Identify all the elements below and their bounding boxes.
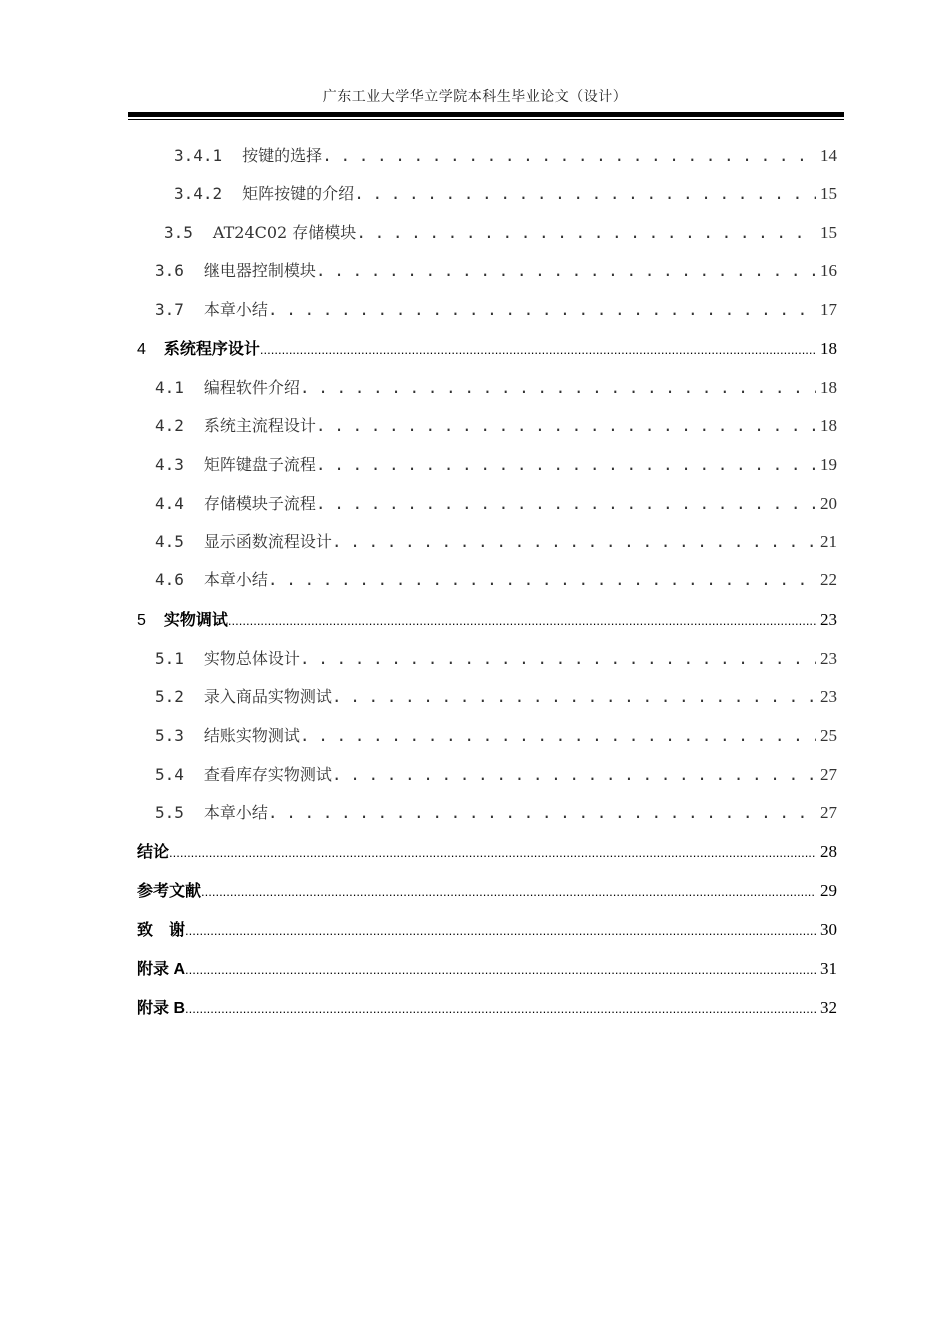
toc-entry-title: 参考文献 — [137, 883, 202, 900]
toc-entry-page: 18 — [820, 339, 837, 358]
toc-entry-number: 3.7 — [155, 300, 184, 319]
toc-entry[interactable] — [155, 684, 837, 708]
toc-entry-number: 5.2 — [155, 687, 184, 706]
toc-entry[interactable] — [155, 646, 837, 670]
toc-leader-dots — [356, 223, 816, 242]
toc-entry-number: 5.4 — [155, 765, 184, 784]
toc-entry-number: 3.5 — [164, 223, 193, 242]
toc-entry-title: 继电器控制模块 — [203, 261, 316, 280]
toc-leader-dots — [316, 455, 816, 474]
toc-entry[interactable] — [137, 336, 837, 360]
toc-leader-dots — [316, 416, 816, 435]
toc-entry-page: 18 — [820, 416, 837, 435]
toc-entry-title: 致 谢 — [137, 922, 186, 939]
toc-entry-page: 17 — [820, 300, 837, 319]
toc-entry[interactable] — [155, 723, 837, 747]
toc-entry[interactable] — [155, 413, 837, 437]
toc-leader-dots — [316, 494, 816, 513]
toc-leader-dots — [185, 1000, 816, 1018]
toc-entry-title: 录入商品实物测试 — [203, 687, 332, 706]
toc-entry[interactable] — [137, 917, 837, 941]
toc-entry-page: 23 — [820, 687, 837, 706]
toc-entry[interactable] — [155, 567, 837, 591]
toc-entry-number: 5 — [137, 612, 146, 629]
toc-entry-number: 5.1 — [155, 649, 184, 668]
toc-entry[interactable] — [155, 375, 837, 399]
toc-entry[interactable] — [155, 800, 837, 824]
toc-leader-dots — [332, 765, 816, 784]
toc-leader-dots — [268, 803, 816, 822]
toc-entry-title: 系统主流程设计 — [203, 416, 316, 435]
toc-entry[interactable] — [155, 491, 837, 515]
toc-leader-dots — [169, 844, 816, 862]
toc-entry-number: 4 — [137, 341, 146, 358]
toc-entry-title: 实物总体设计 — [203, 649, 300, 668]
toc-entry-page: 20 — [820, 494, 837, 513]
toc-entry-title: 矩阵键盘子流程 — [203, 455, 316, 474]
toc-entry-page: 18 — [820, 378, 837, 397]
toc-entry[interactable] — [174, 143, 837, 167]
toc-entry-page: 16 — [820, 261, 837, 280]
toc-entry[interactable] — [137, 878, 837, 902]
toc-entry[interactable] — [137, 956, 837, 980]
toc-entry-title: 按键的选择 — [242, 146, 323, 165]
toc-entry-title: 附录 B — [137, 1000, 186, 1017]
toc-leader-dots — [322, 146, 816, 165]
toc-entry-page: 31 — [820, 959, 837, 978]
toc-entry[interactable] — [137, 839, 837, 863]
toc-entry-page: 15 — [820, 184, 837, 203]
toc-leader-dots — [268, 300, 816, 319]
toc-entry-title: 结论 — [137, 844, 170, 861]
toc-entry-title: 矩阵按键的介绍 — [242, 184, 355, 203]
toc-entry-page: 32 — [820, 998, 837, 1017]
page-header: 广东工业大学华立学院本科生毕业论文（设计） — [322, 89, 628, 105]
toc-entry-number: 4.6 — [155, 570, 184, 589]
toc-entry-title: 实物调试 — [163, 612, 228, 629]
toc-entry-title: 结账实物测试 — [203, 726, 300, 745]
toc-entry[interactable] — [155, 297, 837, 321]
toc-entry[interactable] — [155, 452, 837, 476]
toc-entry-page: 14 — [820, 146, 837, 165]
toc-entry-page: 22 — [820, 570, 837, 589]
toc-leader-dots — [201, 883, 816, 901]
toc-entry[interactable] — [137, 607, 837, 631]
toc-entry-number: 3.4.2 — [174, 184, 223, 203]
toc-entry-number: 5.5 — [155, 803, 184, 822]
toc-entry[interactable] — [155, 258, 837, 282]
toc-entry-number: 4.3 — [155, 455, 184, 474]
toc-entry-number: 4.2 — [155, 416, 184, 435]
toc-entry[interactable] — [155, 529, 837, 553]
toc-leader-dots — [332, 532, 816, 551]
toc-entry-page: 25 — [820, 726, 837, 745]
toc-entry-title: 本章小结 — [203, 300, 268, 319]
toc-leader-dots — [228, 612, 816, 630]
toc-entry-title: 本章小结 — [203, 570, 268, 589]
toc-entry-page: 27 — [820, 803, 837, 822]
toc-entry-page: 19 — [820, 455, 837, 474]
toc-leader-dots — [300, 726, 816, 745]
toc-leader-dots — [260, 341, 816, 359]
toc-entry-page: 29 — [820, 881, 837, 900]
toc-entry[interactable] — [164, 220, 837, 244]
toc-entry-number: 4.4 — [155, 494, 184, 513]
toc-entry-title: 本章小结 — [203, 803, 268, 822]
toc-entry-title: 显示函数流程设计 — [203, 532, 332, 551]
toc-entry-page: 28 — [820, 842, 837, 861]
toc-entry-number: 4.5 — [155, 532, 184, 551]
toc-entry-number: 3.4.1 — [174, 146, 223, 165]
toc-entry-page: 27 — [820, 765, 837, 784]
toc-entry-title: 系统程序设计 — [163, 341, 260, 358]
toc-entry-number: 3.6 — [155, 261, 184, 280]
toc-entry[interactable] — [137, 995, 837, 1019]
toc-entry-title: AT24C02 存储模块 — [212, 223, 357, 242]
toc-entry-page: 23 — [820, 649, 837, 668]
toc-leader-dots — [332, 687, 816, 706]
toc-entry-number: 4.1 — [155, 378, 184, 397]
toc-leader-dots — [268, 570, 816, 589]
toc-leader-dots — [185, 922, 816, 940]
toc-entry-title: 编程软件介绍 — [203, 378, 300, 397]
toc-entry-page: 23 — [820, 610, 837, 629]
toc-entry-title: 存储模块子流程 — [203, 494, 316, 513]
toc-entry-page: 21 — [820, 532, 837, 551]
toc-leader-dots — [316, 261, 816, 280]
toc-entry[interactable] — [155, 762, 837, 786]
toc-entry-page: 30 — [820, 920, 837, 939]
toc-entry-title: 查看库存实物测试 — [203, 765, 332, 784]
toc-leader-dots — [185, 961, 816, 979]
toc-leader-dots — [354, 184, 816, 203]
toc-entry-number: 5.3 — [155, 726, 184, 745]
toc-leader-dots — [300, 649, 816, 668]
toc-entry[interactable] — [174, 181, 837, 205]
toc-entry-page: 15 — [820, 223, 837, 242]
toc-leader-dots — [300, 378, 816, 397]
toc-entry-title: 附录 A — [137, 961, 186, 978]
